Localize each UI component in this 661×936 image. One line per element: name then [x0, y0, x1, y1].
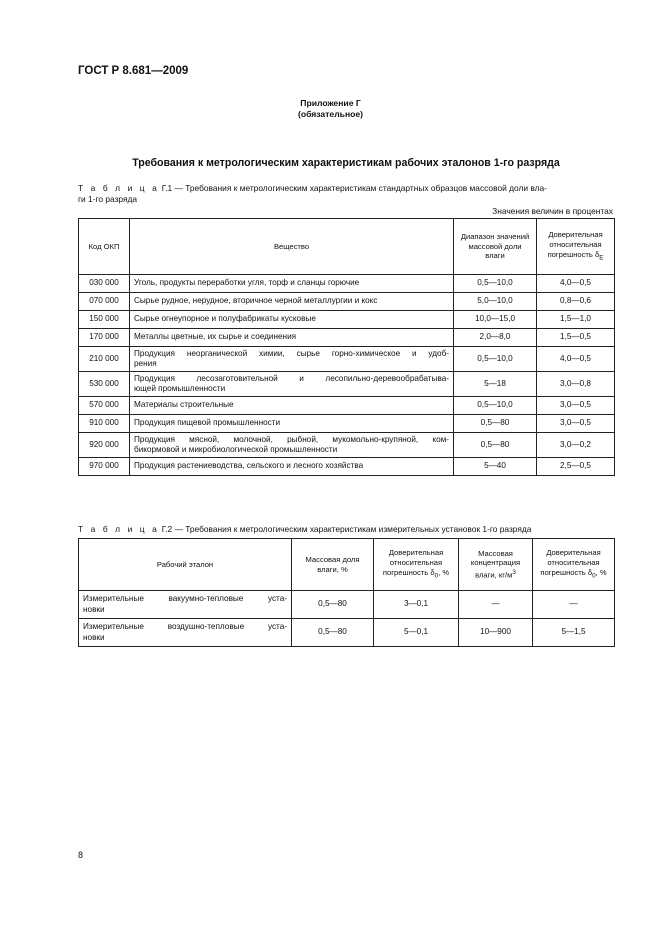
substance-cell: [130, 311, 454, 329]
substance-cell: [130, 275, 454, 293]
measuring-installations-table: [78, 538, 615, 647]
moisture-standards-table: [78, 218, 615, 476]
okp-code-cell: 570 000: [79, 397, 130, 415]
standard-name-cell: [79, 591, 292, 619]
okp-code-cell: 210 000: [79, 347, 130, 372]
range-cell: 5—18: [454, 372, 537, 397]
substance-cell-line: Сырье огнеупорное и полуфабрикаты кусковые: [134, 314, 316, 324]
substance-cell-line: Сырье рудное, нерудное, вторичное черной металлургии и кокс: [134, 296, 378, 306]
error-cell: 2,5—0,5: [537, 458, 615, 476]
error-cell: 4,0—0,5: [537, 347, 615, 372]
column-header-substance: Вещество: [130, 219, 454, 275]
substance-cell-line: Продукция лесозаготовительной и лесопильно-деревообрабатыва-: [134, 373, 449, 383]
table1-caption-line2: ги 1-го разряда: [78, 193, 138, 204]
error-header-text: Доверительная относительная погрешность δ: [547, 230, 603, 259]
okp-code-cell: 030 000: [79, 275, 130, 293]
substance-cell: [130, 397, 454, 415]
error1-cell: 3—0,1: [374, 591, 459, 619]
error-header-subscript: Е: [599, 254, 604, 262]
standard-name-cell-line: Измерительные вакуумно-тепловые уста-: [83, 594, 287, 604]
substance-cell: [130, 293, 454, 311]
document-code: ГОСТ Р 8.681—2009: [78, 65, 189, 77]
substance-cell-line: Продукция неорганической химии, сырье горно-химическое и удоб-: [134, 348, 449, 358]
error1-cell: 5—0,1: [374, 619, 459, 647]
table-row: [79, 591, 615, 619]
substance-cell-line: Продукция растениеводства, сельского и лесного хозяйства: [134, 461, 364, 471]
error-cell: 0,8—0,6: [537, 293, 615, 311]
substance-cell-line: Металлы цветные, их сырье и соединения: [134, 332, 297, 342]
table-label: Т а б л и ц а: [78, 183, 160, 193]
column-header-error2: Доверительная относительная погрешность $\delta_0$, %: [533, 539, 615, 591]
okp-code-cell: 070 000: [79, 293, 130, 311]
column-header-error: [537, 219, 615, 275]
table-row: [79, 619, 615, 647]
range-cell: 2,0—8,0: [454, 329, 537, 347]
concentration-cell: —: [459, 591, 533, 619]
substance-cell-line: Уголь, продукты переработки угля, торф и сланцы горючие: [134, 278, 360, 288]
table2-caption: [78, 524, 614, 535]
standard-name-cell: [79, 619, 292, 647]
substance-cell: [130, 458, 454, 476]
substance-cell-line: Продукция мясной, молочной, рыбной, мукомольно-крупяной, ком-: [134, 434, 449, 444]
substance-cell: [130, 347, 454, 372]
page-number: 8: [78, 850, 84, 860]
error-cell: 3,0—0,5: [537, 397, 615, 415]
substance-cell: [130, 372, 454, 397]
table1-caption-line1: Г.1 — Требования к метрологическим характеристикам стандартных образцов массовой доли вла-: [161, 183, 547, 193]
table2-caption-text: Г.2 — Требования к метрологическим характеристикам измерительных установок 1-го разряда: [161, 524, 532, 534]
substance-cell-line: Материалы строительные: [134, 400, 234, 410]
table-row: [79, 458, 615, 476]
range-cell: 10,0—15,0: [454, 311, 537, 329]
okp-code-cell: 920 000: [79, 433, 130, 458]
range-cell: 5,0—10,0: [454, 293, 537, 311]
table-row: [79, 347, 615, 372]
annex-status: (обязательное): [297, 109, 364, 119]
table-row: [79, 293, 615, 311]
standard-name-cell-line: Измерительные воздушно-тепловые уста-: [83, 622, 287, 632]
okp-code-cell: 970 000: [79, 458, 130, 476]
column-header-error1: Доверительная относительная погрешность $\delta_0$, %: [374, 539, 459, 591]
table-row: [79, 275, 615, 293]
mass-fraction-cell: 0,5—80: [292, 619, 374, 647]
range-cell: 5—40: [454, 458, 537, 476]
annex-title: Приложение Г: [300, 98, 361, 108]
column-header-code: Код ОКП: [79, 219, 130, 275]
range-cell: 0,5—80: [454, 433, 537, 458]
substance-cell: [130, 433, 454, 458]
substance-cell: [130, 415, 454, 433]
table-label: Т а б л и ц а: [78, 524, 160, 534]
standard-name-cell-line: новки: [83, 604, 105, 614]
range-cell: 0,5—10,0: [454, 275, 537, 293]
substance-cell-line: рения: [134, 359, 157, 368]
concentration-cell: 10—900: [459, 619, 533, 647]
column-header-standard: Рабочий эталон: [79, 539, 292, 591]
table-row: [79, 397, 615, 415]
units-note: Значения величин в процентах: [492, 206, 613, 216]
column-header-range: Диапазон значений массовой доли влаги: [454, 219, 537, 275]
error-cell: 1,5—0,5: [537, 329, 615, 347]
substance-cell: [130, 329, 454, 347]
table-row: [79, 415, 615, 433]
range-cell: 0,5—80: [454, 415, 537, 433]
okp-code-cell: 150 000: [79, 311, 130, 329]
error-cell: 4,0—0,5: [537, 275, 615, 293]
table1-caption: [78, 183, 614, 204]
okp-code-cell: 530 000: [79, 372, 130, 397]
column-header-concentration: Массовая концентрация влаги, $кг/м^3$: [459, 539, 533, 591]
error2-cell: 5—1,5: [533, 619, 615, 647]
error-cell: 3,0—0,2: [537, 433, 615, 458]
table-row: [79, 329, 615, 347]
section-title: Требования к метрологическим характеристикам рабочих эталонов 1-го разряда: [132, 157, 560, 169]
standard-name-cell-line: новки: [83, 632, 105, 642]
substance-cell-line: бикормовой и микробиологической промышленности: [134, 445, 338, 454]
range-cell: 0,5—10,0: [454, 397, 537, 415]
substance-cell-line: ющей промышленности: [134, 384, 226, 393]
error-cell: 1,5—1,0: [537, 311, 615, 329]
range-cell: 0,5—10,0: [454, 347, 537, 372]
column-header-mass-fraction: Массовая доля влаги, %: [292, 539, 374, 591]
error-cell: 3,0—0,5: [537, 415, 615, 433]
error-cell: 3,0—0,8: [537, 372, 615, 397]
mass-fraction-cell: 0,5—80: [292, 591, 374, 619]
table-row: [79, 311, 615, 329]
table-row: [79, 433, 615, 458]
okp-code-cell: 910 000: [79, 415, 130, 433]
table-row: [79, 372, 615, 397]
error2-cell: —: [533, 591, 615, 619]
substance-cell-line: Продукция пищевой промышленности: [134, 418, 281, 428]
okp-code-cell: 170 000: [79, 329, 130, 347]
